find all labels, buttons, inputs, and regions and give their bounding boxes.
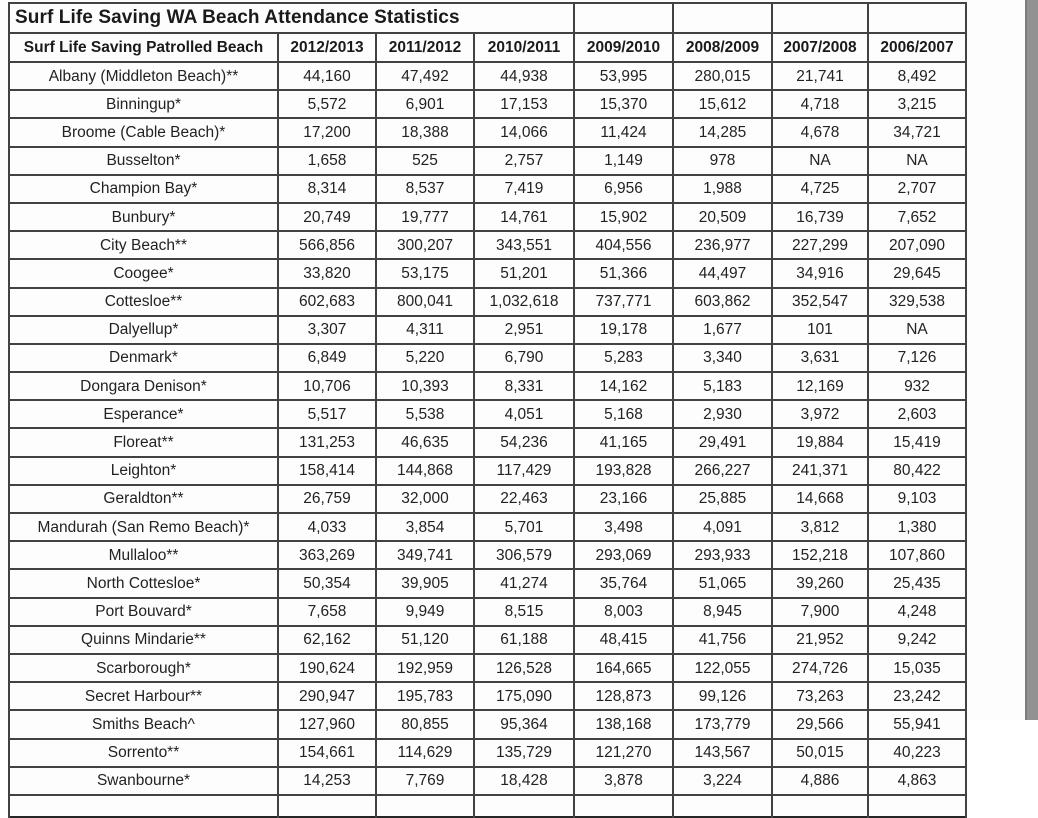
beach-name-cell: Dalyellup*	[9, 316, 278, 344]
attendance-value-cell: 293,933	[673, 541, 772, 569]
attendance-value-cell: 1,988	[673, 175, 772, 203]
beach-name-cell: Quinns Mindarie**	[9, 626, 278, 654]
attendance-value-cell: 227,299	[772, 231, 868, 259]
attendance-value-cell: 3,812	[772, 513, 868, 541]
attendance-value-cell: 11,424	[574, 118, 673, 146]
beach-name-cell: Floreat**	[9, 428, 278, 456]
partial-cutoff-cell	[9, 795, 278, 817]
attendance-value-cell: 241,371	[772, 457, 868, 485]
attendance-value-cell: 3,972	[772, 400, 868, 428]
attendance-value-cell: 39,260	[772, 569, 868, 597]
table-row	[9, 118, 966, 146]
attendance-value-cell: 117,429	[474, 457, 574, 485]
attendance-value-cell: 32,000	[376, 485, 474, 513]
attendance-value-cell: 33,820	[278, 259, 376, 287]
attendance-value-cell: 173,779	[673, 710, 772, 738]
attendance-value-cell: 8,515	[474, 598, 574, 626]
attendance-value-cell: 207,090	[868, 231, 966, 259]
attendance-statistics-table	[8, 2, 967, 818]
attendance-value-cell: 54,236	[474, 428, 574, 456]
attendance-value-cell: 6,901	[376, 90, 474, 118]
attendance-value-cell: 20,749	[278, 203, 376, 231]
attendance-value-cell: 363,269	[278, 541, 376, 569]
attendance-value-cell: 53,995	[574, 62, 673, 90]
beach-name-cell: Dongara Denison*	[9, 372, 278, 400]
attendance-value-cell: 154,661	[278, 739, 376, 767]
table-row	[9, 428, 966, 456]
attendance-value-cell: 352,547	[772, 288, 868, 316]
beach-name-cell: North Cottesloe*	[9, 569, 278, 597]
table-row	[9, 598, 966, 626]
attendance-value-cell: 35,764	[574, 569, 673, 597]
attendance-value-cell: 50,015	[772, 739, 868, 767]
attendance-value-cell: 126,528	[474, 654, 574, 682]
page-title: Surf Life Saving WA Beach Attendance Statistics	[9, 3, 574, 33]
attendance-value-cell: 14,253	[278, 767, 376, 795]
attendance-value-cell: 15,612	[673, 90, 772, 118]
beach-name-cell: Mandurah (San Remo Beach)*	[9, 513, 278, 541]
attendance-value-cell: 3,498	[574, 513, 673, 541]
attendance-value-cell: 306,579	[474, 541, 574, 569]
attendance-value-cell: 144,868	[376, 457, 474, 485]
attendance-value-cell: 7,419	[474, 175, 574, 203]
attendance-value-cell: 290,947	[278, 682, 376, 710]
partial-cutoff-cell	[574, 795, 673, 817]
attendance-value-cell: 4,051	[474, 400, 574, 428]
attendance-value-cell: 23,242	[868, 682, 966, 710]
attendance-value-cell: 41,274	[474, 569, 574, 597]
attendance-value-cell: 15,035	[868, 654, 966, 682]
attendance-value-cell: 4,863	[868, 767, 966, 795]
attendance-value-cell: 73,263	[772, 682, 868, 710]
attendance-value-cell: 29,491	[673, 428, 772, 456]
year-column-header: 2009/2010	[574, 33, 673, 62]
attendance-value-cell: 5,517	[278, 400, 376, 428]
table-row	[9, 739, 966, 767]
attendance-value-cell: 190,624	[278, 654, 376, 682]
attendance-value-cell: 329,538	[868, 288, 966, 316]
attendance-value-cell: 343,551	[474, 231, 574, 259]
attendance-value-cell: 80,422	[868, 457, 966, 485]
attendance-value-cell: 5,572	[278, 90, 376, 118]
attendance-value-cell: 44,160	[278, 62, 376, 90]
attendance-value-cell: 4,725	[772, 175, 868, 203]
attendance-value-cell: 2,603	[868, 400, 966, 428]
attendance-value-cell: 122,055	[673, 654, 772, 682]
attendance-value-cell: 44,938	[474, 62, 574, 90]
title-row-empty-cell	[868, 3, 966, 33]
attendance-value-cell: 2,707	[868, 175, 966, 203]
beach-name-cell: Port Bouvard*	[9, 598, 278, 626]
attendance-value-cell: 128,873	[574, 682, 673, 710]
attendance-value-cell: 17,153	[474, 90, 574, 118]
attendance-value-cell: 39,905	[376, 569, 474, 597]
table-row	[9, 400, 966, 428]
attendance-value-cell: 8,314	[278, 175, 376, 203]
table-row	[9, 175, 966, 203]
table-row	[9, 62, 966, 90]
partial-cutoff-cell	[278, 795, 376, 817]
table-row	[9, 259, 966, 287]
attendance-value-cell: 4,886	[772, 767, 868, 795]
attendance-value-cell: 566,856	[278, 231, 376, 259]
attendance-value-cell: 17,200	[278, 118, 376, 146]
partial-cutoff-cell	[673, 795, 772, 817]
beach-name-cell: Leighton*	[9, 457, 278, 485]
table-title-row	[9, 3, 966, 33]
attendance-value-cell: 34,916	[772, 259, 868, 287]
attendance-value-cell: 19,884	[772, 428, 868, 456]
attendance-value-cell: 9,103	[868, 485, 966, 513]
attendance-value-cell: 51,366	[574, 259, 673, 287]
attendance-value-cell: 1,380	[868, 513, 966, 541]
attendance-value-cell: 51,120	[376, 626, 474, 654]
attendance-value-cell: 8,492	[868, 62, 966, 90]
attendance-value-cell: 158,414	[278, 457, 376, 485]
attendance-value-cell: 192,959	[376, 654, 474, 682]
attendance-value-cell: 7,769	[376, 767, 474, 795]
attendance-value-cell: 195,783	[376, 682, 474, 710]
table-row	[9, 316, 966, 344]
attendance-value-cell: 12,169	[772, 372, 868, 400]
attendance-value-cell: 131,253	[278, 428, 376, 456]
attendance-value-cell: 25,435	[868, 569, 966, 597]
attendance-value-cell: 5,183	[673, 372, 772, 400]
attendance-value-cell: 4,311	[376, 316, 474, 344]
attendance-value-cell: 16,739	[772, 203, 868, 231]
attendance-value-cell: 602,683	[278, 288, 376, 316]
attendance-value-cell: 61,188	[474, 626, 574, 654]
attendance-value-cell: 7,652	[868, 203, 966, 231]
attendance-value-cell: 40,223	[868, 739, 966, 767]
attendance-value-cell: 7,126	[868, 344, 966, 372]
beach-name-cell: Secret Harbour**	[9, 682, 278, 710]
table-header-row	[9, 33, 966, 62]
attendance-value-cell: 1,658	[278, 147, 376, 175]
attendance-value-cell: NA	[868, 147, 966, 175]
partial-cutoff-row	[9, 795, 966, 817]
attendance-value-cell: 3,224	[673, 767, 772, 795]
attendance-value-cell: 603,862	[673, 288, 772, 316]
attendance-value-cell: 7,658	[278, 598, 376, 626]
attendance-value-cell: 14,285	[673, 118, 772, 146]
table-row	[9, 682, 966, 710]
attendance-value-cell: 280,015	[673, 62, 772, 90]
attendance-value-cell: 3,854	[376, 513, 474, 541]
attendance-value-cell: 5,220	[376, 344, 474, 372]
attendance-value-cell: 19,178	[574, 316, 673, 344]
attendance-value-cell: 107,860	[868, 541, 966, 569]
attendance-value-cell: 8,331	[474, 372, 574, 400]
attendance-value-cell: 14,668	[772, 485, 868, 513]
attendance-value-cell: 138,168	[574, 710, 673, 738]
attendance-value-cell: NA	[772, 147, 868, 175]
table-row	[9, 626, 966, 654]
partial-cutoff-cell	[474, 795, 574, 817]
attendance-value-cell: 525	[376, 147, 474, 175]
attendance-value-cell: 175,090	[474, 682, 574, 710]
attendance-value-cell: 800,041	[376, 288, 474, 316]
attendance-value-cell: 121,270	[574, 739, 673, 767]
attendance-value-cell: 47,492	[376, 62, 474, 90]
table-row	[9, 288, 966, 316]
attendance-value-cell: 19,777	[376, 203, 474, 231]
attendance-value-cell: 10,393	[376, 372, 474, 400]
table-row	[9, 569, 966, 597]
attendance-value-cell: NA	[868, 316, 966, 344]
attendance-value-cell: 21,741	[772, 62, 868, 90]
beach-column-header: Surf Life Saving Patrolled Beach	[9, 33, 278, 62]
attendance-value-cell: 193,828	[574, 457, 673, 485]
attendance-value-cell: 143,567	[673, 739, 772, 767]
attendance-value-cell: 62,162	[278, 626, 376, 654]
table-row	[9, 344, 966, 372]
table-row	[9, 147, 966, 175]
attendance-value-cell: 114,629	[376, 739, 474, 767]
attendance-value-cell: 21,952	[772, 626, 868, 654]
attendance-value-cell: 80,855	[376, 710, 474, 738]
attendance-value-cell: 3,878	[574, 767, 673, 795]
attendance-value-cell: 4,718	[772, 90, 868, 118]
attendance-value-cell: 7,900	[772, 598, 868, 626]
attendance-value-cell: 8,945	[673, 598, 772, 626]
beach-name-cell: Albany (Middleton Beach)**	[9, 62, 278, 90]
attendance-value-cell: 14,066	[474, 118, 574, 146]
table-row	[9, 710, 966, 738]
beach-name-cell: Scarborough*	[9, 654, 278, 682]
attendance-value-cell: 14,162	[574, 372, 673, 400]
attendance-value-cell: 20,509	[673, 203, 772, 231]
attendance-value-cell: 15,370	[574, 90, 673, 118]
attendance-value-cell: 6,956	[574, 175, 673, 203]
table-row	[9, 541, 966, 569]
year-column-header: 2008/2009	[673, 33, 772, 62]
attendance-value-cell: 3,215	[868, 90, 966, 118]
beach-name-cell: Coogee*	[9, 259, 278, 287]
attendance-value-cell: 26,759	[278, 485, 376, 513]
table-row	[9, 203, 966, 231]
attendance-value-cell: 349,741	[376, 541, 474, 569]
table-row	[9, 654, 966, 682]
attendance-value-cell: 18,428	[474, 767, 574, 795]
attendance-value-cell: 6,790	[474, 344, 574, 372]
beach-name-cell: Swanbourne*	[9, 767, 278, 795]
attendance-value-cell: 51,065	[673, 569, 772, 597]
beach-name-cell: Smiths Beach^	[9, 710, 278, 738]
attendance-value-cell: 293,069	[574, 541, 673, 569]
beach-name-cell: Cottesloe**	[9, 288, 278, 316]
beach-name-cell: Bunbury*	[9, 203, 278, 231]
attendance-value-cell: 5,701	[474, 513, 574, 541]
attendance-value-cell: 10,706	[278, 372, 376, 400]
title-row-empty-cell	[574, 3, 673, 33]
attendance-value-cell: 5,168	[574, 400, 673, 428]
attendance-value-cell: 9,242	[868, 626, 966, 654]
attendance-value-cell: 22,463	[474, 485, 574, 513]
attendance-value-cell: 6,849	[278, 344, 376, 372]
attendance-value-cell: 46,635	[376, 428, 474, 456]
attendance-value-cell: 50,354	[278, 569, 376, 597]
table-row	[9, 457, 966, 485]
beach-name-cell: Geraldton**	[9, 485, 278, 513]
beach-name-cell: Esperance*	[9, 400, 278, 428]
attendance-value-cell: 2,951	[474, 316, 574, 344]
table-row	[9, 513, 966, 541]
attendance-value-cell: 29,645	[868, 259, 966, 287]
year-column-header: 2006/2007	[868, 33, 966, 62]
attendance-value-cell: 9,949	[376, 598, 474, 626]
attendance-value-cell: 1,032,618	[474, 288, 574, 316]
year-column-header: 2010/2011	[474, 33, 574, 62]
attendance-value-cell: 4,091	[673, 513, 772, 541]
attendance-value-cell: 978	[673, 147, 772, 175]
beach-name-cell: Champion Bay*	[9, 175, 278, 203]
beach-name-cell: Broome (Cable Beach)*	[9, 118, 278, 146]
partial-cutoff-cell	[772, 795, 868, 817]
table-row	[9, 485, 966, 513]
attendance-value-cell: 274,726	[772, 654, 868, 682]
title-row-empty-cell	[772, 3, 868, 33]
year-column-header: 2012/2013	[278, 33, 376, 62]
attendance-value-cell: 34,721	[868, 118, 966, 146]
beach-name-cell: Busselton*	[9, 147, 278, 175]
attendance-value-cell: 2,930	[673, 400, 772, 428]
attendance-value-cell: 41,756	[673, 626, 772, 654]
beach-name-cell: Binningup*	[9, 90, 278, 118]
attendance-value-cell: 3,631	[772, 344, 868, 372]
attendance-value-cell: 41,165	[574, 428, 673, 456]
partial-cutoff-cell	[868, 795, 966, 817]
attendance-value-cell: 1,677	[673, 316, 772, 344]
partial-cutoff-cell	[376, 795, 474, 817]
attendance-value-cell: 15,419	[868, 428, 966, 456]
beach-name-cell: Mullaloo**	[9, 541, 278, 569]
attendance-value-cell: 23,166	[574, 485, 673, 513]
table-row	[9, 90, 966, 118]
attendance-value-cell: 127,960	[278, 710, 376, 738]
attendance-value-cell: 51,201	[474, 259, 574, 287]
table-row	[9, 372, 966, 400]
attendance-value-cell: 266,227	[673, 457, 772, 485]
attendance-value-cell: 95,364	[474, 710, 574, 738]
attendance-value-cell: 1,149	[574, 147, 673, 175]
attendance-value-cell: 932	[868, 372, 966, 400]
table-row	[9, 767, 966, 795]
attendance-value-cell: 15,902	[574, 203, 673, 231]
attendance-value-cell: 48,415	[574, 626, 673, 654]
attendance-value-cell: 5,538	[376, 400, 474, 428]
attendance-value-cell: 14,761	[474, 203, 574, 231]
attendance-value-cell: 135,729	[474, 739, 574, 767]
attendance-value-cell: 25,885	[673, 485, 772, 513]
table-row	[9, 231, 966, 259]
attendance-value-cell: 29,566	[772, 710, 868, 738]
attendance-value-cell: 3,340	[673, 344, 772, 372]
attendance-value-cell: 4,248	[868, 598, 966, 626]
attendance-value-cell: 4,678	[772, 118, 868, 146]
attendance-value-cell: 53,175	[376, 259, 474, 287]
attendance-value-cell: 99,126	[673, 682, 772, 710]
attendance-value-cell: 55,941	[868, 710, 966, 738]
attendance-value-cell: 404,556	[574, 231, 673, 259]
title-row-empty-cell	[673, 3, 772, 33]
attendance-value-cell: 152,218	[772, 541, 868, 569]
attendance-value-cell: 44,497	[673, 259, 772, 287]
attendance-value-cell: 8,537	[376, 175, 474, 203]
attendance-value-cell: 8,003	[574, 598, 673, 626]
attendance-value-cell: 737,771	[574, 288, 673, 316]
beach-name-cell: Denmark*	[9, 344, 278, 372]
scan-edge-strip	[1025, 0, 1038, 720]
attendance-value-cell: 101	[772, 316, 868, 344]
attendance-value-cell: 5,283	[574, 344, 673, 372]
attendance-value-cell: 18,388	[376, 118, 474, 146]
year-column-header: 2007/2008	[772, 33, 868, 62]
attendance-value-cell: 3,307	[278, 316, 376, 344]
attendance-value-cell: 300,207	[376, 231, 474, 259]
beach-name-cell: Sorrento**	[9, 739, 278, 767]
attendance-value-cell: 236,977	[673, 231, 772, 259]
attendance-value-cell: 4,033	[278, 513, 376, 541]
year-column-header: 2011/2012	[376, 33, 474, 62]
beach-name-cell: City Beach**	[9, 231, 278, 259]
attendance-value-cell: 164,665	[574, 654, 673, 682]
attendance-value-cell: 2,757	[474, 147, 574, 175]
